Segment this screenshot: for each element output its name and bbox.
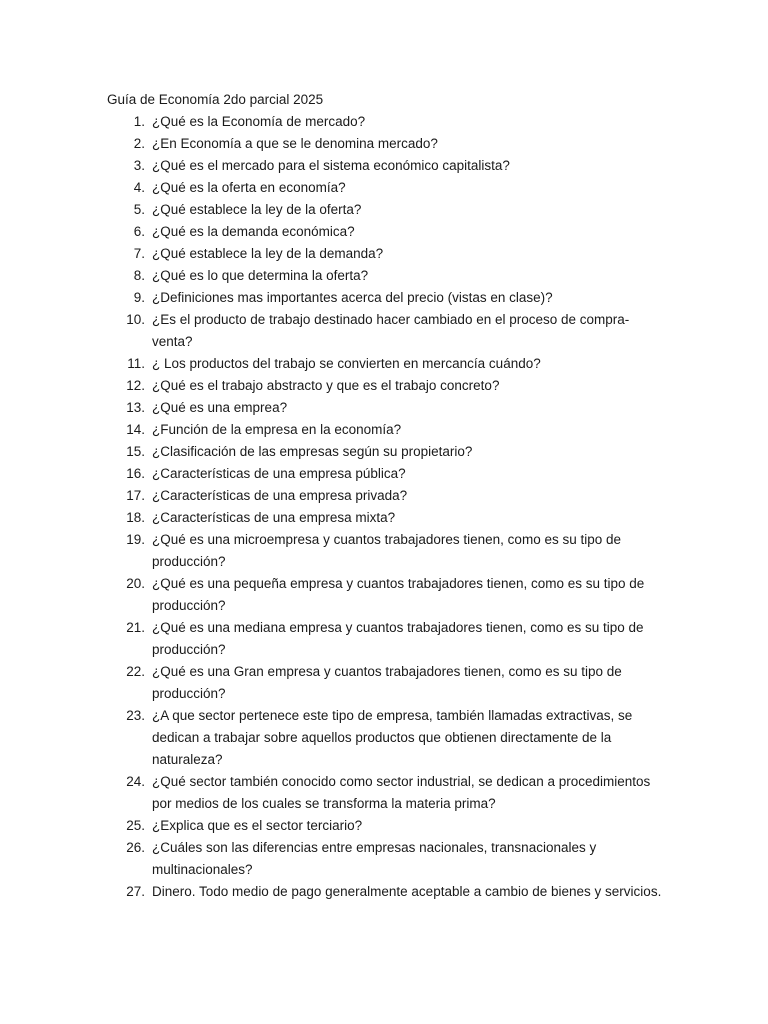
question-number: 24. [126, 774, 145, 789]
list-item [107, 617, 667, 661]
question-list [107, 111, 667, 903]
question-number: 3. [133, 158, 145, 173]
question-text: ¿Qué establece la ley de la demanda? [152, 246, 384, 261]
question-text: ¿Explica que es el sector terciario? [152, 818, 363, 833]
question-number: 7. [133, 246, 145, 261]
question-number: 9. [133, 290, 145, 305]
list-item [107, 573, 667, 617]
question-text: ¿Función de la empresa en la economía? [152, 422, 402, 437]
question-number-cell [107, 485, 152, 507]
question-number: 1. [133, 114, 145, 129]
question-text: ¿Es el producto de trabajo destinado hacer cambiado en el proceso de compra-venta? [152, 312, 630, 349]
list-item [107, 529, 667, 573]
list-item [107, 771, 667, 815]
question-text: ¿Cuáles son las diferencias entre empresas nacionales, transnacionales y multinacionales? [152, 840, 597, 877]
list-item [107, 837, 667, 881]
question-number-cell [107, 837, 152, 881]
question-text: ¿Qué sector también conocido como sector industrial, se dedican a procedimientos por medios de los cuales se transforma la materia prima? [152, 774, 651, 811]
question-text: ¿Características de una empresa privada? [152, 488, 408, 503]
question-number: 2. [133, 136, 145, 151]
list-item [107, 309, 667, 353]
question-number: 27. [126, 884, 145, 899]
question-number-cell [107, 133, 152, 155]
question-text: ¿Clasificación de las empresas según su propietario? [152, 444, 473, 459]
question-text: ¿ Los productos del trabajo se convierten en mercancía cuándo? [152, 356, 541, 371]
question-text: ¿Qué es la Economía de mercado? [152, 114, 366, 129]
question-number-cell [107, 507, 152, 529]
question-number-cell [107, 771, 152, 815]
question-number-cell [107, 881, 152, 903]
list-item [107, 881, 667, 903]
question-number: 12. [126, 378, 145, 393]
question-number: 19. [126, 532, 145, 547]
question-text: ¿Qué es la oferta en economía? [152, 180, 346, 195]
question-number-cell [107, 661, 152, 705]
question-text: ¿Características de una empresa mixta? [152, 510, 396, 525]
question-number-cell [107, 815, 152, 837]
question-number: 17. [126, 488, 145, 503]
question-text: ¿Qué es una Gran empresa y cuantos trabajadores tienen, como es su tipo de producción? [152, 664, 622, 701]
list-item [107, 705, 667, 771]
question-number-cell [107, 177, 152, 199]
question-number-cell [107, 617, 152, 661]
question-text: ¿En Economía a que se le denomina mercado? [152, 136, 438, 151]
question-text: ¿Características de una empresa pública? [152, 466, 406, 481]
question-number-cell [107, 397, 152, 419]
document-title: Guía de Economía 2do parcial 2025 [107, 92, 324, 107]
question-number: 6. [133, 224, 145, 239]
question-text: ¿Qué es una pequeña empresa y cuantos trabajadores tienen, como es su tipo de producción? [152, 576, 645, 613]
question-number-cell [107, 309, 152, 353]
question-number-cell [107, 221, 152, 243]
list-item [107, 661, 667, 705]
question-number-cell [107, 419, 152, 441]
list-item [107, 287, 667, 309]
question-number: 22. [126, 664, 145, 679]
question-number: 14. [126, 422, 145, 437]
question-text: ¿Qué es lo que determina la oferta? [152, 268, 369, 283]
question-number: 23. [126, 708, 145, 723]
question-number: 25. [126, 818, 145, 833]
question-number-cell [107, 529, 152, 573]
question-number: 13. [126, 400, 145, 415]
list-item [107, 155, 667, 177]
question-number-cell [107, 441, 152, 463]
question-number: 26. [126, 840, 145, 855]
question-number: 15. [126, 444, 145, 459]
question-text: ¿Qué es el trabajo abstracto y que es el trabajo concreto? [152, 378, 500, 393]
question-number-cell [107, 705, 152, 771]
question-number: 4. [133, 180, 145, 195]
question-number: 8. [133, 268, 145, 283]
question-text: ¿Qué es la demanda económica? [152, 224, 355, 239]
question-number-cell [107, 199, 152, 221]
question-text: Dinero. Todo medio de pago generalmente aceptable a cambio de bienes y servicios. [152, 884, 662, 899]
question-number-cell [107, 573, 152, 617]
question-number-cell [107, 243, 152, 265]
list-item [107, 221, 667, 243]
list-item [107, 375, 667, 397]
question-number-cell [107, 353, 152, 375]
question-number-cell [107, 375, 152, 397]
list-item [107, 397, 667, 419]
list-item [107, 507, 667, 529]
question-text: ¿Definiciones mas importantes acerca del precio (vistas en clase)? [152, 290, 553, 305]
list-item [107, 815, 667, 837]
question-text: ¿Qué es una emprea? [152, 400, 288, 415]
list-item [107, 243, 667, 265]
list-item [107, 463, 667, 485]
question-number: 16. [126, 466, 145, 481]
question-number: 18. [126, 510, 145, 525]
question-number: 20. [126, 576, 145, 591]
question-text: ¿Qué establece la ley de la oferta? [152, 202, 362, 217]
question-number: 21. [126, 620, 145, 635]
list-item [107, 177, 667, 199]
list-item [107, 265, 667, 287]
question-number-cell [107, 265, 152, 287]
question-text: ¿Qué es una microempresa y cuantos trabajadores tienen, como es su tipo de producción? [152, 532, 621, 569]
question-text: ¿Qué es el mercado para el sistema económico capitalista? [152, 158, 510, 173]
question-number-cell [107, 463, 152, 485]
question-number: 11. [127, 356, 145, 371]
list-item [107, 199, 667, 221]
document-page [107, 89, 667, 903]
question-number-cell [107, 155, 152, 177]
question-number-cell [107, 287, 152, 309]
question-number: 10. [126, 312, 145, 327]
list-item [107, 133, 667, 155]
list-item [107, 353, 667, 375]
list-item [107, 441, 667, 463]
list-item [107, 419, 667, 441]
question-number: 5. [133, 202, 145, 217]
question-text: ¿A que sector pertenece este tipo de empresa, también llamadas extractivas, se dedican a trabajar sobre aquellos productos que obtienen directamente de la naturaleza? [152, 708, 633, 767]
question-text: ¿Qué es una mediana empresa y cuantos trabajadores tienen, como es su tipo de producción? [152, 620, 644, 657]
list-item [107, 485, 667, 507]
list-item [107, 111, 667, 133]
question-number-cell [107, 111, 152, 133]
